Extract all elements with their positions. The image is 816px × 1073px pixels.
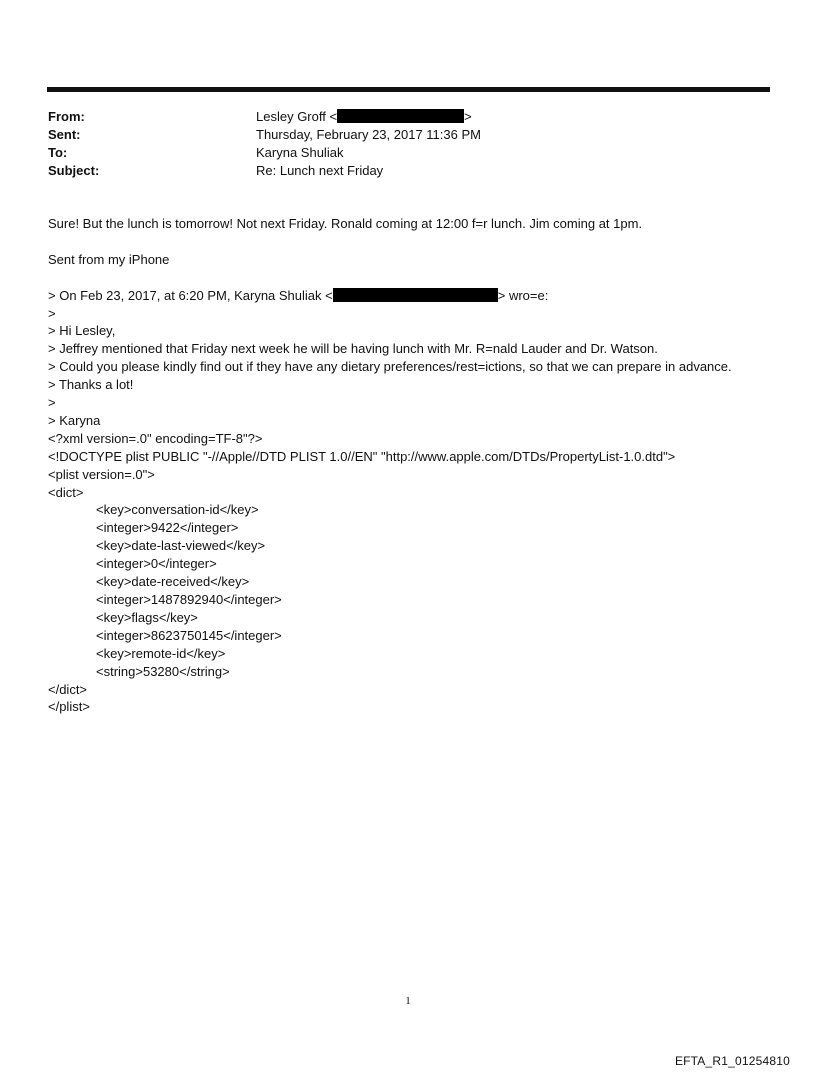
from-value: [256, 108, 472, 126]
dict-line: <key>remote-id</key>: [96, 645, 226, 661]
email-body: [48, 215, 773, 716]
quote-line: > Jeffrey mentioned that Friday next week he will be having lunch with Mr. R=nald Lauder and Dr. Watson.: [48, 341, 658, 357]
email-header: [48, 108, 768, 180]
spacer: [48, 269, 773, 287]
to-value: Karyna Shuliak: [256, 145, 344, 160]
subject-row: [48, 162, 768, 180]
sent-label: Sent:: [48, 127, 81, 142]
xml-closing-line: </plist>: [48, 699, 90, 715]
from-label: From:: [48, 109, 85, 124]
xml-line: <dict>: [48, 484, 84, 500]
quote-intro-start: > On Feb 23, 2017, at 6:20 PM, Karyna Shuliak <: [48, 287, 333, 303]
quote-line: >: [48, 395, 56, 411]
subject-value: Re: Lunch next Friday: [256, 163, 384, 178]
dict-line: <string>53280</string>: [96, 663, 230, 679]
xml-line: <?xml version=.0" encoding=TF-8"?>: [48, 430, 263, 446]
dict-line: <key>flags</key>: [96, 609, 198, 625]
from-name: Lesley Groff <: [256, 109, 338, 124]
signature-text: Sent from my iPhone: [48, 251, 170, 267]
dict-line: <integer>9422</integer>: [96, 520, 239, 536]
xml-closing-line: </dict>: [48, 681, 88, 697]
dict-line: <integer>1487892940</integer>: [96, 592, 282, 607]
sent-value: Thursday, February 23, 2017 11:36 PM: [256, 127, 481, 142]
header-divider: [47, 87, 770, 92]
quote-line: > Thanks a lot!: [48, 377, 134, 393]
xml-line: <plist version=.0">: [48, 466, 155, 482]
quote-line: >: [48, 305, 56, 321]
dict-line: <integer>0</integer>: [96, 556, 217, 572]
from-close: >: [464, 109, 472, 124]
dict-line: <integer>8623750145</integer>: [96, 627, 282, 643]
to-label: To:: [48, 145, 68, 160]
page-number: 1: [405, 995, 411, 1007]
to-row: [48, 144, 768, 162]
quote-line: > Hi Lesley,: [48, 323, 116, 339]
subject-label: Subject:: [48, 163, 100, 178]
xml-line: <!DOCTYPE plist PUBLIC "-//Apple//DTD PLIST 1.0//EN" "http://www.apple.com/DTDs/PropertyList-1.0.dtd">: [48, 448, 676, 464]
spacer: [48, 233, 773, 251]
dict-line: <key>date-last-viewed</key>: [96, 538, 266, 554]
quote-intro: [48, 287, 773, 305]
quote-line: > Karyna: [48, 412, 101, 428]
from-row: [48, 108, 768, 126]
quote-intro-end: > wro=e:: [497, 287, 549, 303]
quote-line: > Could you please kindly find out if they have any dietary preferences/rest=ictions, so that we can prepare in advance.: [48, 359, 732, 375]
dict-line: <key>conversation-id</key>: [96, 502, 259, 518]
dict-line: <key>date-received</key>: [96, 574, 250, 590]
sent-row: [48, 126, 768, 144]
redaction-block: [333, 288, 498, 302]
redaction-block: [337, 109, 464, 123]
document-id: EFTA_R1_01254810: [674, 1054, 790, 1068]
reply-text: Sure! But the lunch is tomorrow! Not next Friday. Ronald coming at 12:00 f=r lunch. Jim coming at 1pm.: [48, 216, 643, 231]
